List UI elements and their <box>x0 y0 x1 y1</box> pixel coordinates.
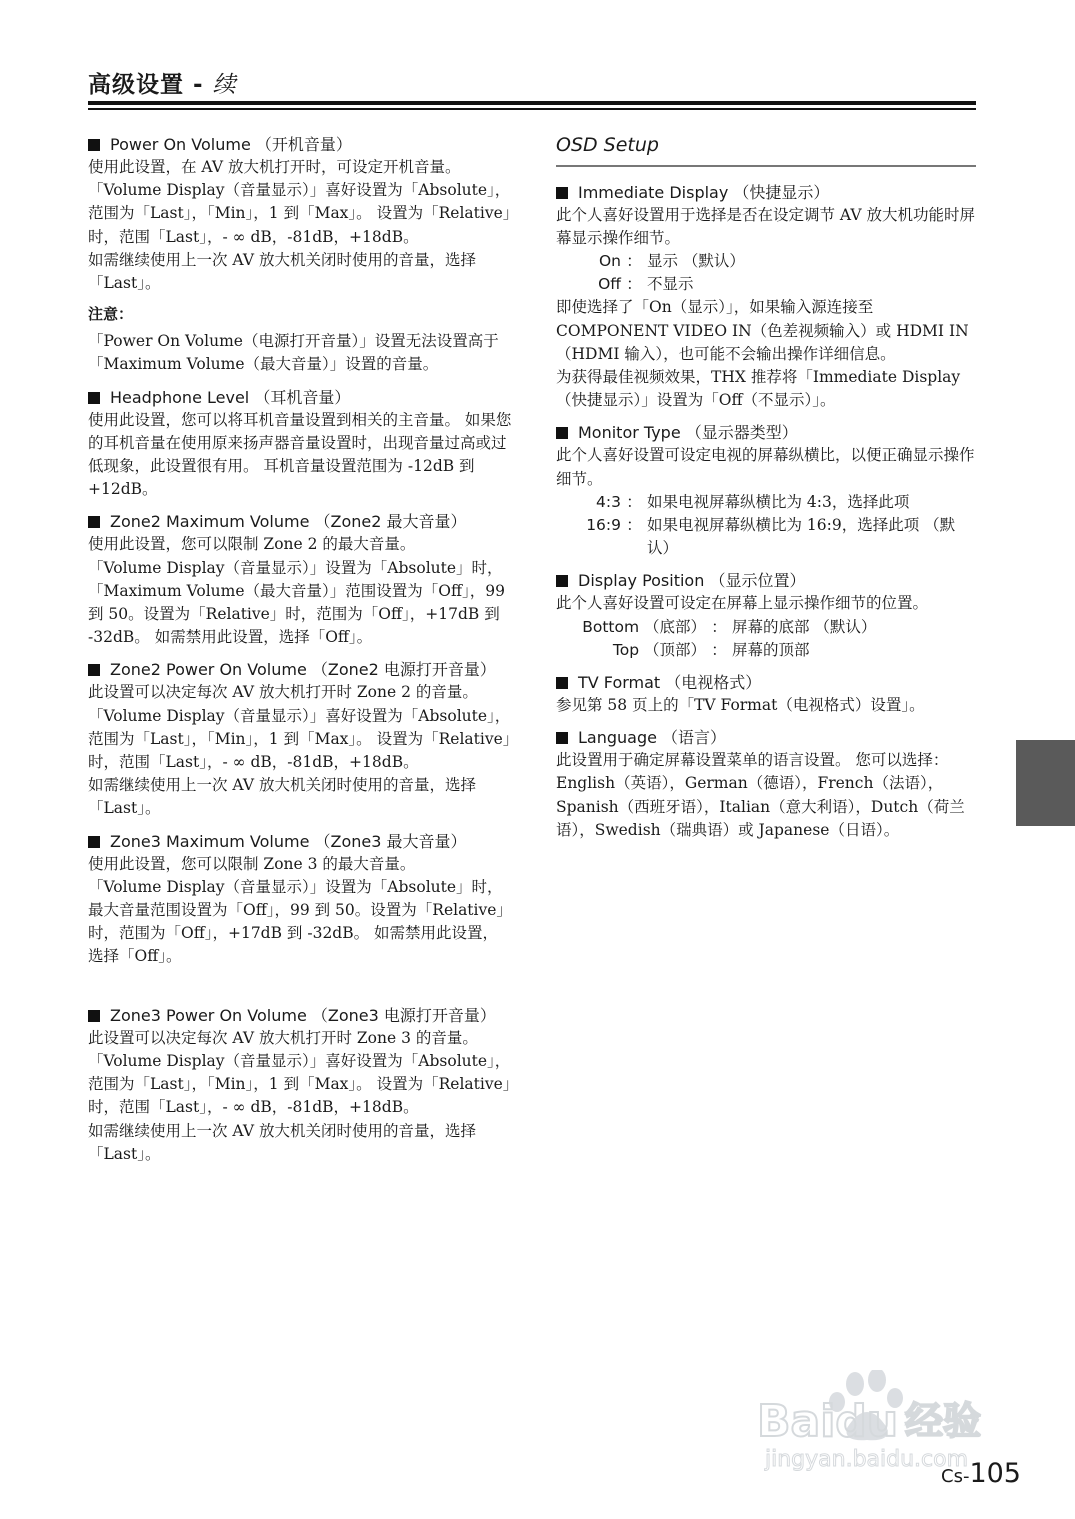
right-column <box>556 133 976 842</box>
paragraph: 如需继续使用上一次 AV 放大机关闭时使用的音量，选择「Last」。 <box>88 250 476 293</box>
paragraph: 「Volume Display（音量显示）」喜好设置为「Absolute」，范围为「Last」，「Min」，1 到「Max」。 设置为「Relative」时，范围「Last」，- ∞ dB，-81dB，+18dB。 <box>88 706 511 772</box>
section-heading-power-on-volume: Power On Volume （开机音量） <box>88 133 513 156</box>
paragraph: 「Volume Display（音量显示）」设置为「Absolute」时，「Maximum Volume（最大音量）」范围设置为「Off」，99 到 50。设置为「Relative」时，范围为「Off」，+17dB 到 -32dB。 如需禁用此设置，选择「Off」。 <box>88 558 505 647</box>
section-heading-immediate-display: Immediate Display （快捷显示） <box>556 181 976 204</box>
paragraph: 此设置可以决定每次 AV 放大机打开时 Zone 2 的音量。 <box>88 683 478 702</box>
square-bullet-icon <box>556 187 568 199</box>
page-header <box>88 66 976 99</box>
option-colon: ： <box>626 492 642 511</box>
watermark-brand: Baidu <box>757 1396 899 1447</box>
note-text: 「Power On Volume（电源打开音量）」设置无法设置高于「Maximum Volume（最大音量）」设置的音量。 <box>88 332 499 374</box>
section-heading-monitor-type: Monitor Type （显示器类型） <box>556 421 976 444</box>
paragraph: 使用此设置，您可以限制 Zone 2 的最大音量。 <box>88 535 416 554</box>
square-bullet-icon <box>556 677 568 689</box>
square-bullet-icon <box>88 139 100 151</box>
option-colon: ： <box>626 251 642 270</box>
option-colon: ： <box>711 617 727 636</box>
note-label: 注意： <box>88 305 134 324</box>
paragraph: 如需继续使用上一次 AV 放大机关闭时使用的音量，选择「Last」。 <box>88 776 476 818</box>
header-rule-thin <box>88 108 976 110</box>
section-heading-zone3-power-on-volume: Zone3 Power On Volume （Zone3 电源打开音量） <box>88 1004 513 1027</box>
paragraph: 「Volume Display（音量显示）」设置为「Absolute」时，最大音量范围设置为「Off」，99 到 50。设置为「Relative」时，范围为「Off」，+17dB 到 -32dB。 如需禁用此设置，选择「Off」。 <box>88 877 512 966</box>
paragraph: 此个人喜好设置可设定电视的屏幕纵横比，以便正确显示操作细节。 <box>556 446 975 488</box>
option-key: Off <box>598 275 621 294</box>
option-value: 显示 （默认） <box>647 251 745 270</box>
section-heading-language: Language （语言） <box>556 726 976 749</box>
osd-setup-title: OSD Setup <box>556 134 659 156</box>
option-value: 屏幕的顶部 <box>732 640 810 659</box>
section-heading-tv-format: TV Format （电视格式） <box>556 671 976 694</box>
square-bullet-icon <box>556 732 568 744</box>
square-bullet-icon <box>88 392 100 404</box>
square-bullet-icon <box>556 575 568 587</box>
option-row-off <box>556 273 976 296</box>
title-text: 高级设置 <box>88 72 184 98</box>
paragraph: 此个人喜好设置用于选择是否在设定调节 AV 放大机功能时屏幕显示操作细节。 <box>556 205 975 247</box>
option-key: 4:3 <box>596 492 621 511</box>
section-heading-zone3-max-volume: Zone3 Maximum Volume （Zone3 最大音量） <box>88 830 513 853</box>
page-number <box>941 1458 1021 1489</box>
option-key: 16:9 <box>586 515 621 534</box>
square-bullet-icon <box>88 1010 100 1022</box>
paragraph: 此设置用于确定屏幕设置菜单的语言设置。 您可以选择：English（英语），German（德语），French（法语），Spanish（西班牙语），Italian（意大利语），Dutch（荷兰语），Swedish（瑞典语）或 Japanese（日语）。 <box>556 751 965 839</box>
option-row-bottom <box>556 616 976 639</box>
paragraph: 「Volume Display（音量显示）」喜好设置为「Absolute」，范围为「Last」，「Min」，1 到「Max」。 设置为「Relative」时，范围「Last」，- ∞ dB，-81dB，+18dB。 <box>88 181 511 246</box>
paragraph: 使用此设置，在 AV 放大机打开时，可设定开机音量。 <box>88 158 461 176</box>
paragraph: 为获得最佳视频效果，THX 推荐将「Immediate Display（快捷显示）」设置为「Off（不显示）」。 <box>556 367 961 410</box>
title-dash: - <box>184 72 213 98</box>
paragraph: 使用此设置，您可以将耳机音量设置到相关的主音量。 如果您的耳机音量在使用原来扬声器音量设置时，出现音量过高或过低现象，此设置很有用。 耳机音量设置范围为 -12dB 到 +12dB。 <box>88 410 512 499</box>
option-value: 不显示 <box>647 275 694 294</box>
option-value: 屏幕的底部 （默认） <box>732 617 877 636</box>
paragraph: 此个人喜好设置可设定在屏幕上显示操作细节的位置。 <box>556 594 929 613</box>
paragraph: 「Volume Display（音量显示）」喜好设置为「Absolute」，范围为「Last」，「Min」，1 到「Max」。 设置为「Relative」时，范围「Last」，- ∞ dB，-81dB，+18dB。 <box>88 1051 511 1117</box>
paragraph: 此设置可以决定每次 AV 放大机打开时 Zone 3 的音量。 <box>88 1028 478 1047</box>
page-number-value: 105 <box>969 1458 1021 1489</box>
osd-title-rule <box>556 165 976 167</box>
square-bullet-icon <box>88 836 100 848</box>
page-title <box>88 72 237 98</box>
square-bullet-icon <box>88 664 100 676</box>
option-row-top <box>556 639 976 662</box>
section-heading-zone2-power-on-volume: Zone2 Power On Volume （Zone2 电源打开音量） <box>88 658 513 681</box>
left-column <box>88 133 513 1166</box>
option-value: 如果电视屏幕纵横比为 16:9，选择此项 （默认） <box>647 515 956 558</box>
page-prefix: Cs- <box>941 1466 970 1487</box>
square-bullet-icon <box>556 427 568 439</box>
option-row-on <box>556 250 976 273</box>
option-colon: ： <box>711 640 727 659</box>
section-heading-headphone-level: Headphone Level （耳机音量） <box>88 386 513 409</box>
watermark-url: jingyan.baidu.com <box>765 1447 969 1472</box>
header-rule-thick <box>88 101 976 105</box>
paragraph: 参见第 58 页上的「TV Format（电视格式）设置」。 <box>556 695 925 714</box>
option-row-4-3 <box>556 491 976 514</box>
option-key: Bottom （底部） <box>582 617 706 636</box>
option-key: On <box>598 251 621 270</box>
section-heading-zone2-max-volume: Zone2 Maximum Volume （Zone2 最大音量） <box>88 510 513 533</box>
chapter-thumb-tab <box>1016 740 1075 826</box>
option-key: Top （顶部） <box>612 640 706 659</box>
option-colon: ： <box>626 275 642 294</box>
paragraph: 使用此设置，您可以限制 Zone 3 的最大音量。 <box>88 854 416 873</box>
spacer <box>88 969 513 995</box>
square-bullet-icon <box>88 516 100 528</box>
option-colon: ： <box>626 515 642 534</box>
paragraph: 即使选择了「On（显示）」，如果输入源连接至 COMPONENT VIDEO IN（色差视频输入）或 HDMI IN（HDMI 输入），也可能不会输出操作详细信息。 <box>556 298 969 363</box>
title-continued: 续 <box>212 72 237 98</box>
watermark-brand-cn: 经验 <box>905 1399 982 1443</box>
option-value: 如果电视屏幕纵横比为 4:3，选择此项 <box>647 492 910 511</box>
paragraph: 如需继续使用上一次 AV 放大机关闭时使用的音量，选择「Last」。 <box>88 1121 476 1163</box>
section-heading-display-position: Display Position （显示位置） <box>556 569 976 592</box>
option-row-16-9 <box>556 514 976 560</box>
